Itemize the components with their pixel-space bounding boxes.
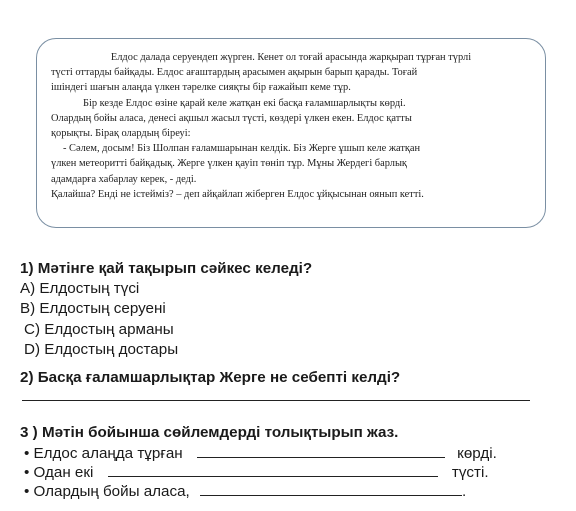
question-1 — [20, 259, 560, 360]
fill-in-sentence-3 — [24, 482, 466, 500]
blank-answer-line[interactable] — [108, 463, 438, 477]
passage-line: ішіндегі шағын алаңда үлкен тәрелке сияқты бір ғажайып кеме тұр. — [51, 82, 351, 94]
passage-line: адамдарға хабарлау керек, - деді. — [51, 173, 197, 185]
question-3-title: 3 ) Мәтін бойынша сөйлемдерді толықтырып жаз. — [20, 424, 399, 441]
sentence-prefix: • Елдос алаңда тұрған — [24, 445, 183, 462]
answer-line[interactable] — [22, 400, 530, 401]
fill-in-sentence-2 — [24, 463, 489, 481]
passage-line: Бір кезде Елдос өзіне қарай келе жатқан екі басқа ғаламшарлықты көрді. — [83, 97, 406, 109]
question-1-title: 1) Мәтінге қай тақырып сәйкес келеді? — [20, 260, 313, 277]
passage-line: қорықты. Бірақ олардың біреуі: — [51, 128, 191, 140]
passage-line: үлкен метеоритті байқадық. Жерге үлкен қауіп төніп тұр. Мұны Жердегі барлық — [51, 158, 407, 170]
sentence-suffix: түсті. — [451, 464, 489, 481]
sentence-suffix: көрді. — [457, 445, 497, 462]
blank-answer-line[interactable] — [197, 444, 445, 458]
blank-answer-line[interactable] — [200, 482, 462, 496]
passage-line: Елдос далада серуендеп жүрген. Кенет ол тоғай арасында жарқырап тұрған түрлі — [110, 52, 472, 63]
passage-line: Қалайша? Енді не істейміз? – деп айқайлап жіберген Елдос ұйқысынан оянып кетті. — [51, 188, 424, 200]
passage-line: Олардың бойы аласа, денесі ақшыл жасыл түсті, көздері үлкен екен. Елдос қатты — [51, 112, 412, 124]
answer-option-c[interactable]: C) Елдостың арманы — [24, 320, 174, 338]
sentence-prefix: • Олардың бойы аласа, — [24, 483, 190, 500]
passage-line: - Сәлем, досым! Біз Шолпан ғаламшарынан келдік. Біз Жерге ұшып келе жатқан — [63, 143, 421, 155]
sentence-prefix: • Одан екі — [24, 464, 94, 481]
answer-option-b[interactable]: B) Елдостың серуені — [20, 300, 166, 318]
fill-in-sentence-1 — [24, 444, 497, 462]
reading-passage — [36, 38, 546, 228]
sentence-suffix: . — [461, 483, 467, 500]
question-2-title: 2) Басқа ғаламшарлықтар Жерге не себепті келді? — [20, 369, 401, 386]
passage-line: түсті оттарды байқады. Елдос ағаштардың арасымен ақырын барып қарады. Тоғай — [51, 67, 418, 79]
answer-option-d[interactable]: D) Елдостың достары — [24, 340, 179, 358]
answer-option-a[interactable]: A) Елдостың түсі — [20, 280, 140, 298]
